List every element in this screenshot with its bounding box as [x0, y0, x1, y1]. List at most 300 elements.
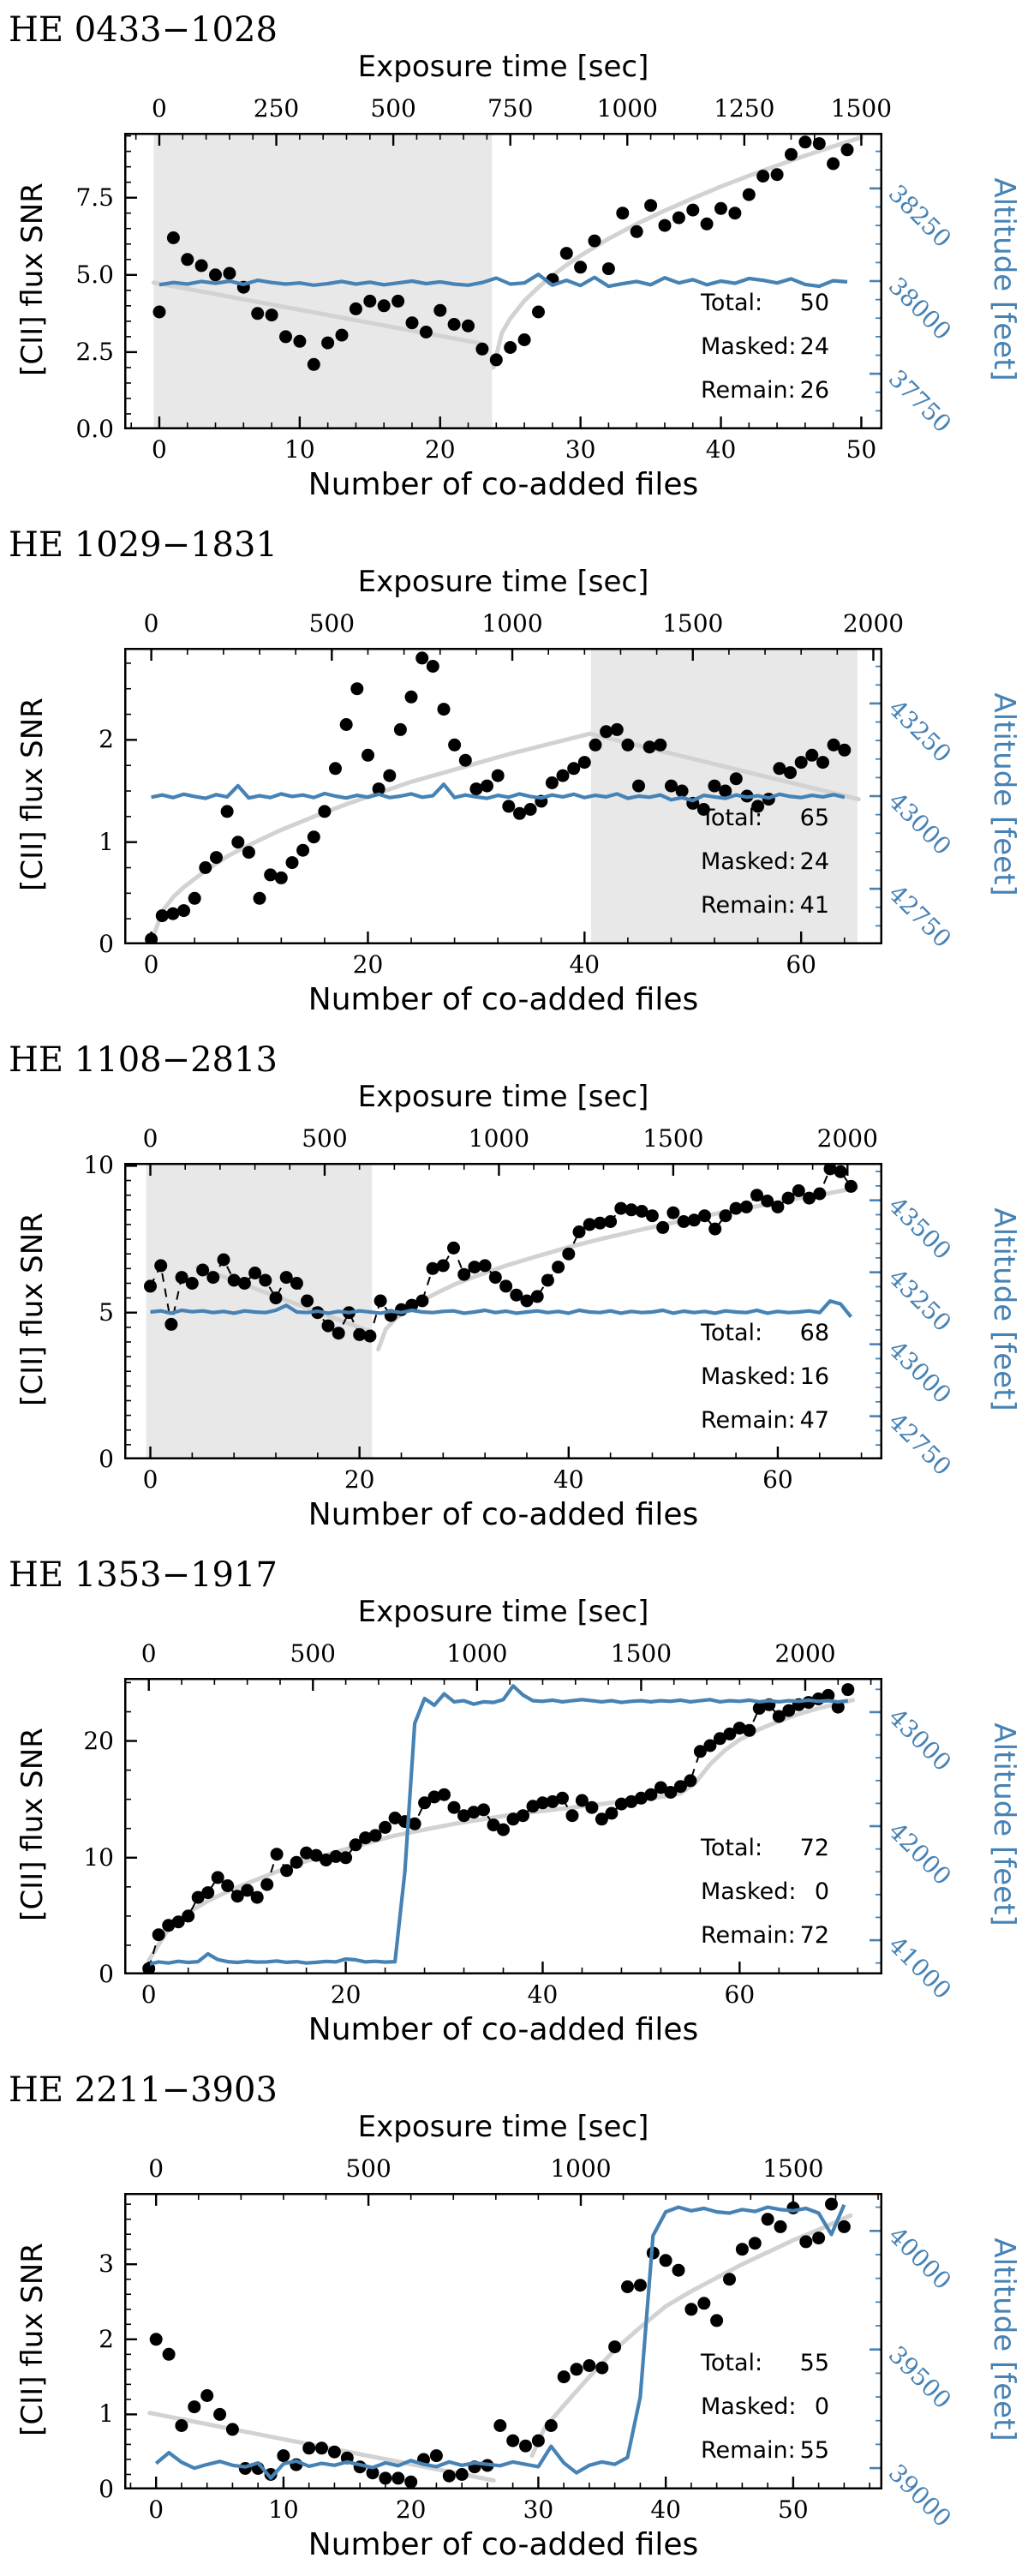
right-axis-label: Altitude [feet] [987, 692, 1021, 896]
snr-point [363, 295, 376, 308]
snr-point [631, 225, 643, 238]
panel-title: HE 1353−1917 [9, 1555, 278, 1595]
y-tick-label: 0 [99, 2475, 114, 2503]
exposure-tick-label: 500 [308, 609, 356, 638]
snr-point [332, 1327, 345, 1339]
y-tick-label: 1 [99, 2399, 114, 2429]
snr-point [644, 199, 657, 212]
snr-point [206, 1271, 219, 1284]
snr-point [362, 749, 374, 762]
snr-point [643, 740, 656, 753]
exposure-tick-label: 1500 [830, 94, 893, 123]
snr-point [792, 1184, 805, 1197]
snr-point [723, 2273, 736, 2285]
stat-label: Remain: [701, 892, 796, 919]
exposure-tick-label: 1000 [596, 94, 658, 123]
snr-point [437, 1259, 450, 1272]
snr-point [329, 762, 342, 775]
snr-point [749, 2237, 762, 2250]
snr-point [546, 776, 559, 789]
snr-point [841, 143, 854, 156]
snr-point [448, 739, 461, 752]
altitude-tick-label: 43500 [882, 1190, 958, 1265]
snr-point [557, 770, 570, 782]
snr-point [845, 1180, 858, 1193]
snr-point [698, 1209, 711, 1222]
snr-point [762, 2213, 774, 2226]
snr-point [156, 909, 169, 922]
snr-point [506, 2435, 519, 2447]
stat-label: Total: [701, 290, 763, 316]
snr-point [771, 1201, 784, 1213]
snr-point [589, 235, 601, 248]
stat-value: 47 [799, 1407, 829, 1434]
snr-point [350, 303, 362, 315]
exposure-tick-label: 1000 [550, 2154, 612, 2183]
snr-point [238, 1277, 251, 1290]
snr-point [209, 268, 222, 281]
y-tick-label: 2 [99, 725, 114, 754]
snr-point [457, 1268, 470, 1281]
snr-point [595, 2362, 608, 2375]
exposure-tick-label: 0 [148, 2154, 164, 2183]
stat-remain [701, 2437, 829, 2464]
snr-point [394, 723, 407, 736]
stat-label: Masked: [701, 848, 797, 875]
snr-point [177, 904, 190, 917]
exposure-tick-label: 1000 [446, 1639, 508, 1668]
snr-point [164, 1318, 177, 1331]
snr-point [666, 1207, 679, 1219]
altitude-tick-label: 43000 [882, 1702, 958, 1777]
left-axis-label: [CII] flux SNR [15, 183, 50, 376]
snr-point [188, 2400, 200, 2413]
snr-point [339, 1851, 352, 1864]
snr-point [813, 1188, 826, 1201]
x-tick-label: 10 [268, 2495, 299, 2524]
exposure-tick-label: 2000 [774, 1639, 836, 1668]
right-axis-label: Altitude [feet] [987, 1722, 1021, 1926]
exposure-tick-label: 500 [302, 1124, 348, 1153]
snr-point [391, 295, 404, 308]
snr-point [363, 1330, 376, 1343]
snr-point [456, 2468, 469, 2481]
snr-point [585, 1801, 598, 1814]
snr-point [479, 1259, 492, 1272]
snr-point [447, 1242, 460, 1255]
x-tick-label: 40 [569, 950, 601, 979]
stat-total [701, 2350, 829, 2376]
exposure-tick-label: 500 [290, 1639, 336, 1668]
y-tick-label: 7.5 [75, 183, 114, 212]
snr-point [799, 2235, 812, 2248]
snr-point [838, 744, 851, 757]
snr-point [552, 1261, 565, 1273]
snr-point [756, 170, 769, 183]
x-tick-label: 20 [395, 2495, 427, 2524]
top-axis-label: Exposure time [sec] [357, 565, 649, 599]
snr-point [443, 2470, 456, 2483]
snr-point [318, 805, 331, 818]
snr-point [774, 2220, 787, 2233]
snr-point [430, 2449, 443, 2462]
stat-remain [701, 1407, 829, 1434]
snr-point [448, 318, 461, 331]
snr-point [248, 1267, 261, 1279]
y-tick-label: 1 [99, 827, 114, 856]
snr-point [714, 202, 727, 215]
snr-point [634, 2279, 647, 2291]
y-tick-label: 5.0 [75, 260, 114, 289]
stat-value: 0 [814, 1878, 829, 1905]
snr-point [462, 320, 475, 332]
panel-he-0433-1028 [0, 0, 1028, 515]
snr-point [566, 1809, 579, 1822]
stat-value: 72 [799, 1922, 829, 1949]
snr-point [556, 1792, 569, 1805]
snr-point [654, 739, 666, 752]
bottom-axis-label: Number of co-added files [308, 467, 699, 502]
left-axis-label: [CII] flux SNR [15, 1213, 50, 1406]
top-axis-label: Exposure time [sec] [357, 50, 649, 84]
snr-point [740, 1201, 753, 1213]
snr-point [602, 262, 615, 275]
altitude-tick-label: 40000 [882, 2221, 958, 2296]
snr-point [301, 1295, 314, 1308]
exposure-tick-label: 1500 [762, 2154, 824, 2183]
x-tick-label: 30 [523, 2495, 554, 2524]
snr-point [405, 691, 418, 704]
stat-total [701, 1835, 829, 1861]
snr-point [589, 739, 602, 752]
stat-value: 0 [814, 2393, 829, 2420]
snr-point [558, 2370, 571, 2383]
snr-point [532, 2435, 545, 2447]
panel-he-1029-1831 [0, 515, 1028, 1030]
x-tick-label: 60 [724, 1980, 756, 2009]
exposure-tick-label: 0 [140, 1639, 157, 1668]
x-tick-label: 40 [650, 2495, 681, 2524]
snr-point [181, 253, 194, 266]
bottom-axis-label: Number of co-added files [308, 982, 699, 1017]
snr-point [201, 1886, 214, 1899]
altitude-tick-label: 43000 [882, 1334, 958, 1409]
snr-point [611, 723, 624, 736]
snr-point [834, 1165, 847, 1178]
snr-point [374, 1295, 387, 1308]
snr-point [277, 2449, 290, 2462]
snr-point [259, 1274, 272, 1287]
stat-label: Total: [701, 1835, 763, 1861]
snr-point [210, 851, 223, 864]
exposure-tick-label: 500 [345, 2154, 391, 2183]
snr-point [469, 782, 482, 795]
snr-point [290, 1856, 303, 1869]
snr-point [743, 1724, 756, 1737]
altitude-tick-label: 38250 [882, 178, 958, 254]
x-tick-label: 40 [705, 435, 737, 464]
panel-he-1108-2813 [0, 1030, 1028, 1545]
panel-title: HE 2211−3903 [9, 2070, 278, 2110]
snr-point [167, 231, 180, 244]
snr-point [730, 772, 743, 785]
exposure-tick-label: 1250 [714, 94, 775, 123]
snr-point [264, 868, 277, 881]
snr-point [560, 247, 573, 260]
snr-point [212, 1871, 224, 1884]
altitude-tick-label: 43000 [882, 786, 958, 861]
snr-point [448, 1801, 461, 1814]
exposure-tick-label: 0 [143, 609, 159, 638]
snr-point [504, 341, 517, 354]
fit-curve [152, 734, 590, 942]
stat-label: Remain: [701, 377, 796, 404]
snr-point [686, 204, 699, 217]
y-tick-label: 0 [99, 1960, 114, 1988]
exposure-tick-label: 2000 [842, 609, 905, 638]
snr-point [379, 1821, 391, 1834]
stat-value: 55 [799, 2350, 829, 2376]
snr-point [188, 892, 201, 905]
snr-point [782, 1192, 795, 1205]
snr-point [391, 2471, 404, 2484]
stat-total [701, 1320, 829, 1346]
right-axis-label: Altitude [feet] [987, 1207, 1021, 1411]
snr-point [672, 212, 685, 225]
x-tick-label: 0 [143, 950, 159, 979]
snr-point [562, 1248, 575, 1261]
snr-point [315, 2441, 328, 2454]
snr-point [223, 267, 236, 280]
x-tick-label: 50 [846, 435, 877, 464]
x-tick-label: 20 [424, 435, 456, 464]
stat-label: Total: [701, 1320, 763, 1346]
altitude-tick-label: 42000 [882, 1816, 958, 1891]
snr-point [296, 844, 309, 857]
snr-point [350, 682, 363, 695]
snr-point [497, 1824, 510, 1836]
snr-point [438, 703, 451, 716]
snr-point [275, 872, 288, 884]
snr-point [427, 660, 439, 673]
snr-point [251, 307, 264, 320]
snr-point [490, 353, 503, 366]
stat-value: 65 [799, 805, 829, 831]
snr-point [708, 1223, 721, 1236]
snr-point [369, 1829, 382, 1842]
snr-point [163, 2348, 176, 2361]
stat-value: 26 [799, 377, 829, 404]
snr-point [475, 343, 488, 356]
snr-point [728, 207, 741, 219]
snr-point [701, 218, 714, 231]
snr-point [684, 1774, 696, 1787]
snr-point [621, 2280, 634, 2293]
snr-point [153, 306, 166, 319]
stat-label: Total: [701, 805, 763, 831]
altitude-tick-label: 43250 [882, 693, 958, 769]
snr-point [784, 766, 797, 779]
snr-point [632, 780, 645, 793]
snr-point [279, 330, 292, 343]
top-axis-label: Exposure time [sec] [357, 1595, 649, 1629]
snr-point [308, 830, 320, 843]
snr-point [280, 1864, 293, 1877]
snr-point [517, 1809, 529, 1822]
snr-point [608, 2340, 621, 2353]
snr-point [672, 2264, 685, 2277]
snr-point [308, 358, 320, 371]
snr-point [493, 2419, 506, 2432]
stat-value: 41 [799, 892, 829, 919]
snr-point [841, 1683, 854, 1696]
x-tick-label: 0 [148, 2495, 164, 2524]
snr-point [321, 337, 334, 350]
snr-point [150, 2333, 163, 2345]
snr-point [409, 1818, 421, 1830]
snr-point [573, 1225, 586, 1238]
snr-point [676, 785, 689, 798]
stat-masked [701, 1363, 829, 1390]
snr-point [322, 1320, 335, 1333]
snr-point [583, 2359, 595, 2372]
snr-point [605, 1807, 618, 1820]
bottom-axis-label: Number of co-added files [308, 2527, 699, 2562]
snr-point [231, 836, 244, 848]
stat-value: 68 [799, 1320, 829, 1346]
snr-point [406, 316, 419, 329]
snr-point [154, 1259, 167, 1272]
x-tick-label: 20 [330, 1980, 362, 2009]
snr-point [213, 2408, 226, 2421]
x-tick-label: 0 [152, 435, 167, 464]
y-tick-label: 10 [83, 1151, 114, 1180]
stat-value: 50 [799, 290, 829, 316]
snr-point [574, 261, 587, 273]
x-tick-label: 40 [527, 1980, 559, 2009]
y-tick-label: 20 [83, 1726, 114, 1755]
snr-point [200, 2389, 213, 2402]
snr-point [270, 1291, 283, 1304]
snr-point [477, 1803, 490, 1816]
snr-point [438, 1788, 451, 1801]
snr-point [195, 260, 208, 273]
snr-point [519, 2440, 532, 2453]
altitude-tick-label: 39000 [882, 2459, 958, 2533]
stat-label: Total: [701, 2350, 763, 2376]
snr-point [186, 1277, 199, 1290]
snr-point [771, 168, 784, 181]
snr-point [646, 1209, 659, 1222]
snr-point [293, 335, 306, 348]
snr-point [218, 1254, 230, 1267]
snr-point [340, 718, 353, 731]
top-axis-label: Exposure time [sec] [357, 2110, 649, 2144]
snr-point [152, 1928, 165, 1941]
snr-point [166, 908, 179, 920]
snr-point [816, 756, 829, 769]
x-tick-label: 0 [142, 1465, 158, 1494]
snr-point [221, 805, 234, 818]
snr-point [290, 1277, 303, 1290]
y-tick-label: 0 [99, 1445, 114, 1473]
exposure-tick-label: 0 [142, 1124, 158, 1153]
snr-point [260, 1878, 273, 1891]
snr-point [302, 2441, 315, 2454]
stat-label: Remain: [701, 2437, 796, 2464]
right-axis-label: Altitude [feet] [987, 177, 1021, 381]
snr-point [736, 2243, 749, 2255]
stat-masked [701, 2393, 829, 2420]
snr-point [798, 135, 811, 148]
panel-title: HE 1029−1831 [9, 525, 278, 565]
snr-point [499, 1279, 512, 1292]
snr-point [251, 1891, 264, 1904]
snr-point [271, 1848, 284, 1860]
altitude-tick-label: 42750 [882, 879, 958, 954]
snr-point [196, 1264, 209, 1277]
snr-point [684, 2303, 697, 2315]
snr-point [659, 219, 672, 232]
snr-point [518, 333, 531, 346]
snr-point [578, 756, 591, 769]
stat-total [701, 805, 829, 831]
snr-point [571, 2363, 583, 2375]
snr-point [221, 1879, 234, 1892]
snr-point [541, 1274, 554, 1287]
snr-point [743, 189, 756, 201]
snr-point [254, 892, 266, 905]
x-tick-label: 10 [284, 435, 315, 464]
snr-point [378, 299, 391, 312]
snr-point [524, 803, 537, 816]
stat-value: 16 [799, 1363, 829, 1390]
snr-point [567, 762, 580, 775]
exposure-tick-label: 750 [487, 94, 534, 123]
x-tick-label: 20 [352, 950, 384, 979]
snr-point [697, 2297, 710, 2309]
altitude-tick-label: 38000 [882, 271, 958, 346]
y-tick-label: 2.5 [75, 337, 114, 366]
x-tick-label: 60 [786, 950, 816, 979]
y-tick-label: 5 [99, 1297, 114, 1327]
left-axis-label: [CII] flux SNR [15, 698, 50, 891]
exposure-tick-label: 1500 [610, 1639, 672, 1668]
stat-value: 24 [799, 333, 829, 360]
x-tick-label: 20 [344, 1465, 375, 1494]
snr-point [838, 2220, 851, 2233]
stat-value: 72 [799, 1835, 829, 1861]
snr-point [812, 2232, 825, 2244]
snr-point [383, 770, 396, 782]
right-axis-label: Altitude [feet] [987, 2238, 1021, 2441]
stat-label: Remain: [701, 1407, 796, 1434]
snr-point [492, 770, 505, 782]
stat-remain [701, 1922, 829, 1949]
left-axis-label: [CII] flux SNR [15, 2243, 50, 2436]
exposure-tick-label: 2000 [816, 1124, 878, 1153]
y-tick-label: 2 [99, 2324, 114, 2353]
snr-point [502, 800, 515, 812]
stat-masked [701, 848, 829, 875]
snr-point [266, 309, 278, 321]
stat-remain [701, 377, 829, 404]
snr-point [242, 846, 255, 859]
snr-point [415, 1295, 428, 1308]
snr-point [531, 1290, 544, 1303]
stat-masked [701, 333, 829, 360]
snr-point [621, 739, 634, 752]
